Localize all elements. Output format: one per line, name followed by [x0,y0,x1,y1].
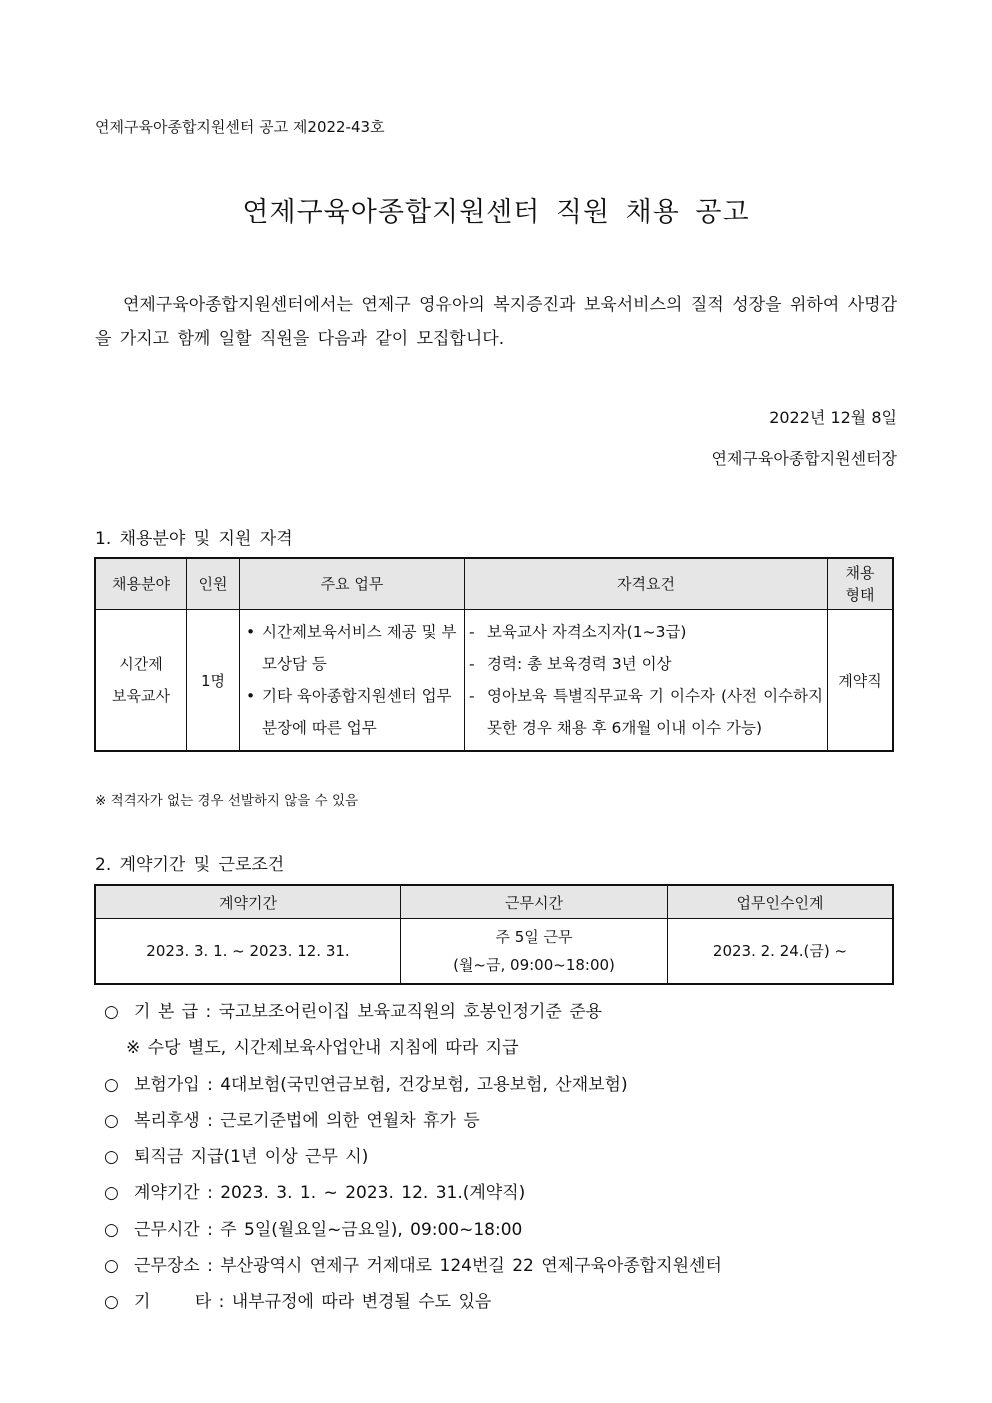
table-header-row [95,558,893,610]
circle-bullet: ○ [104,1256,119,1277]
notice-date: 2022년 12월 8일 [769,408,897,427]
condition-text: ※ 수당 별도, 시간제보육사업안내 지침에 따라 지급 [126,1038,519,1059]
list-item [104,1248,722,1284]
cell-type: 계약직 [828,610,894,752]
circle-bullet: ○ [104,1074,119,1095]
section1-heading: 1. 채용분야 및 지원 자격 [95,529,293,549]
field-line2: 보육교사 [112,687,170,705]
header-duties: 주요 업무 [240,558,465,610]
requirement-text: 영아보육 특별직무교육 기 이수자 (사전 이수하지 못한 경우 채용 후 6개월 이내 이수 가능) [487,687,823,737]
requirement-item [467,648,823,680]
header-requirements: 자격요건 [465,558,828,610]
notice-number: 연제구육아종합지원센터 공고 제2022-43호 [95,118,385,136]
circle-bullet: ○ [104,1110,119,1131]
hours-line1: 주 5일 근무 [495,928,573,946]
table-header-row [95,885,893,919]
duty-item [242,680,462,744]
list-item [104,1103,722,1139]
cell-handover: 2023. 2. 24.(금) ~ [668,919,894,985]
condition-text: 기 타 : 내부규정에 따라 변경될 수도 있음 [134,1292,492,1313]
footnote: ※ 적격자가 없는 경우 선발하지 않을 수 있음 [95,793,359,809]
condition-text: 복리후생 : 근로기준법에 의한 연월차 휴가 등 [134,1110,480,1131]
issuer: 연제구육아종합지원센터장 [711,449,897,468]
condition-text: 기 본 급 : 국고보조어린이집 보육교직원의 호봉인정기준 준용 [134,1002,603,1022]
contract-table [94,884,894,985]
requirement-text: 보육교사 자격소지자(1~3급) [487,623,687,641]
list-item [104,1175,722,1211]
circle-bullet: ○ [104,1183,119,1204]
cell-requirements [465,610,828,752]
list-item [104,1067,722,1103]
list-item [104,1139,722,1175]
dash-mark: - [469,623,475,641]
cell-duties [240,610,465,752]
bullet-mark: • [246,687,256,705]
cell-hours [401,919,668,985]
circle-bullet: ○ [104,1219,119,1240]
header-type-line2: 형태 [845,586,875,604]
document-title: 연제구육아종합지원센터 직원 채용 공고 [242,197,750,228]
header-field: 채용분야 [95,558,187,610]
table-row [95,610,893,752]
circle-bullet: ○ [104,1002,119,1022]
list-item [104,1284,722,1320]
header-hours: 근무시간 [401,885,668,919]
header-type [828,558,894,610]
duty-text: 시간제보육서비스 제공 및 부모상담 등 [262,623,457,673]
section2-heading: 2. 계약기간 및 근로조건 [95,855,285,875]
list-item [104,994,722,1030]
cell-count: 1명 [187,610,240,752]
condition-text: 계약기간 : 2023. 3. 1. ~ 2023. 12. 31.(계약직) [134,1183,526,1204]
requirement-item [467,616,823,648]
header-type-line1: 채용 [845,564,875,582]
dash-mark: - [469,687,475,705]
recruitment-table [94,557,894,752]
condition-text: 퇴직금 지급(1년 이상 근무 시) [134,1147,369,1168]
requirement-item [467,680,823,744]
duty-item [242,616,462,680]
list-item [104,1030,722,1066]
requirement-text: 경력: 총 보육경력 3년 이상 [487,655,672,673]
list-item [104,1212,722,1248]
intro-paragraph: 연제구육아종합지원센터에서는 연제구 영유아의 복지증진과 보육서비스의 질적 성장을 위하여 사명감을 가지고 함께 일할 직원을 다음과 같이 모집합니다. [95,295,897,349]
hours-line2: (월~금, 09:00~18:00) [453,956,615,974]
cell-field [95,610,187,752]
condition-text: 보험가입 : 4대보험(국민연금보험, 건강보험, 고용보험, 산재보험) [134,1074,628,1095]
table-row [95,919,893,985]
bullet-mark: • [246,623,256,641]
conditions-list [104,994,722,1321]
condition-text: 근무시간 : 주 5일(월요일~금요일), 09:00~18:00 [134,1219,523,1240]
circle-bullet: ○ [104,1292,119,1313]
dash-mark: - [469,655,475,673]
condition-text: 근무장소 : 부산광역시 연제구 거제대로 124번길 22 연제구육아종합지원센터 [134,1256,722,1277]
field-line1: 시간제 [119,655,163,673]
header-count: 인원 [187,558,240,610]
circle-bullet: ○ [104,1147,119,1168]
cell-period: 2023. 3. 1. ~ 2023. 12. 31. [95,919,401,985]
header-period: 계약기간 [95,885,401,919]
duty-text: 기타 육아종합지원센터 업무분장에 따른 업무 [262,687,452,737]
header-handover: 업무인수인계 [668,885,894,919]
